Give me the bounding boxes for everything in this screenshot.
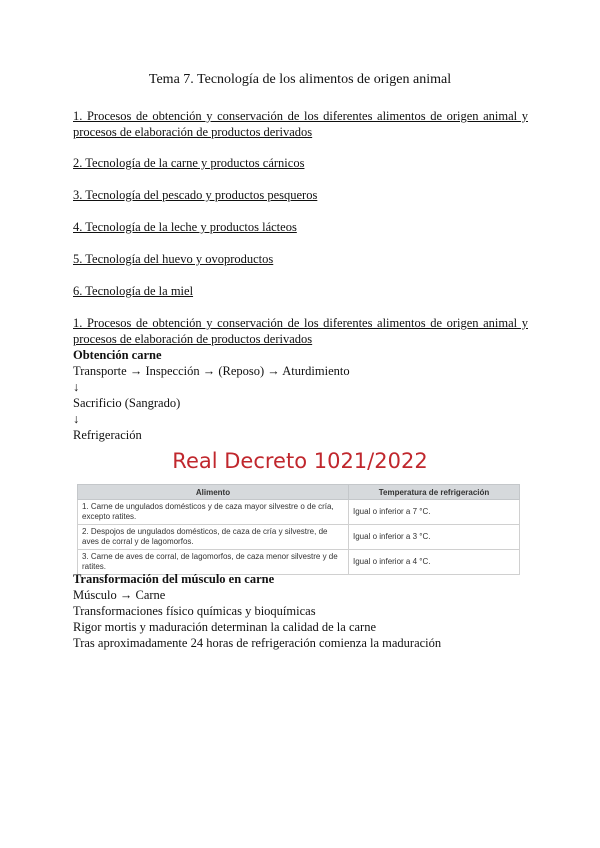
- refrigeration-table: [77, 484, 520, 575]
- toc-item-5[interactable]: 5. Tecnología del huevo y ovoproductos: [73, 252, 274, 266]
- transformacion-line-4: Tras aproximadamente 24 horas de refrigeración comienza la maduración: [73, 636, 442, 650]
- toc-item-1[interactable]: 1. Procesos de obtención y conservación de los diferentes alimentos de origen animal y procesos de elaboración de productos derivados: [73, 109, 528, 139]
- down-arrow-icon: ↓: [73, 380, 80, 394]
- section-1-heading: 1. Procesos de obtención y conservación de los diferentes alimentos de origen animal y procesos de elaboración de productos derivados: [73, 316, 528, 346]
- real-decreto-title: Real Decreto 1021/2022: [172, 449, 428, 473]
- transformacion-line-1: Músculo → Carne: [73, 588, 166, 602]
- page-title: Tema 7. Tecnología de los alimentos de origen animal: [148, 72, 452, 87]
- toc-item-3[interactable]: 3. Tecnología del pescado y productos pesqueros: [73, 188, 318, 202]
- table-cell-temperatura: Igual o inferior a 3 °C.: [349, 525, 520, 550]
- table-cell-alimento: 1. Carne de ungulados domésticos y de caza mayor silvestre o de cría, excepto ratites.: [78, 500, 349, 525]
- toc-item-4[interactable]: 4. Tecnología de la leche y productos lácteos: [73, 220, 297, 234]
- down-arrow-icon: ↓: [73, 412, 80, 426]
- table-row: [78, 525, 520, 550]
- flow-line-2: Sacrificio (Sangrado): [73, 396, 181, 410]
- table-cell-alimento: 2. Despojos de ungulados domésticos, de caza de cría y silvestre, de aves de corral y de lagomorfos.: [78, 525, 349, 550]
- transformacion-line-3: Rigor mortis y maduración determinan la calidad de la carne: [73, 620, 377, 634]
- table-row: [78, 500, 520, 525]
- obtencion-carne-title: Obtención carne: [73, 348, 162, 362]
- table-cell-temperatura: Igual o inferior a 7 °C.: [349, 500, 520, 525]
- table-cell-temperatura: Igual o inferior a 4 °C.: [349, 550, 520, 575]
- table-header-row: [78, 485, 520, 500]
- flow-line-1: Transporte → Inspección → (Reposo) → Aturdimiento: [73, 364, 350, 378]
- transformacion-title: Transformación del músculo en carne: [73, 572, 275, 586]
- table-header-alimento: Alimento: [78, 485, 349, 500]
- toc-item-6[interactable]: 6. Tecnología de la miel: [73, 284, 194, 298]
- toc-item-2[interactable]: 2. Tecnología de la carne y productos cárnicos: [73, 156, 305, 170]
- table-header-temperatura: Temperatura de refrigeración: [349, 485, 520, 500]
- flow-line-3: Refrigeración: [73, 428, 142, 442]
- transformacion-line-2: Transformaciones físico químicas y bioquímicas: [73, 604, 316, 618]
- table-cell-alimento: 3. Carne de aves de corral, de lagomorfos, de caza menor silvestre y de ratites.: [78, 550, 349, 575]
